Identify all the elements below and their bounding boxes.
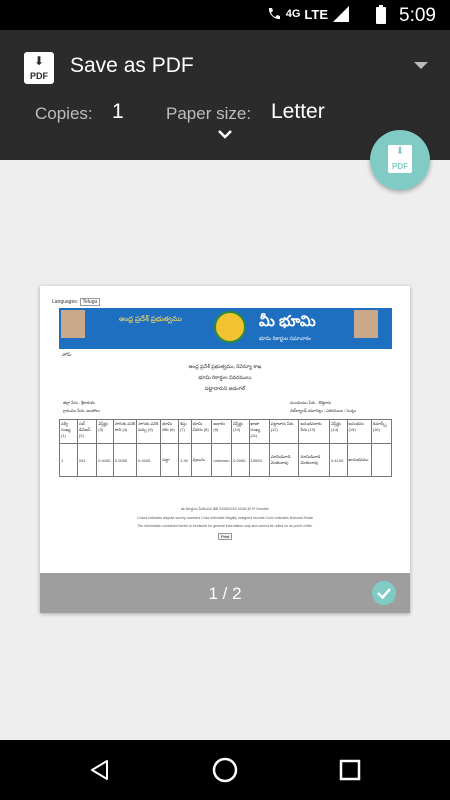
color-legend-text: Colors indicates dispute survey numbers Color indicates illegally unsigned records Color indicates Notional Khata	[137, 516, 313, 520]
units-info: వెబ్‌ల్యాండ్ యూనిట్లు : ఎకరములు / సెంట్లు	[290, 408, 356, 413]
table-cell: పట్టా	[161, 444, 179, 477]
state-emblem-icon	[214, 311, 246, 343]
signal-icon	[332, 5, 350, 23]
pdf-file-icon-label: PDF	[30, 71, 48, 81]
table-header-cell: విస్తీర్ణం (10)	[232, 420, 249, 444]
mandal-info: మండలము పేరు : కొత్తూరు	[290, 400, 332, 405]
clock: 5:09	[399, 5, 436, 26]
district-info: జిల్లా పేరు : శ్రీకాకుళం	[63, 400, 95, 405]
table-cell: 0.4100	[137, 444, 161, 477]
copies-input[interactable]: 1	[112, 100, 124, 123]
table-cell: ఖానుభవము	[347, 444, 371, 477]
table-cell: 10093	[249, 444, 269, 477]
printer-select[interactable]: Save as PDF	[70, 54, 194, 77]
portrait-image-2	[354, 310, 378, 338]
expand-options-icon[interactable]	[216, 128, 234, 142]
table-row	[60, 444, 392, 477]
copies-label: Copies:	[35, 104, 93, 123]
table-cell: పులుసు	[191, 444, 212, 477]
banner-title: మీ భూమి	[259, 313, 316, 330]
page-preview[interactable]	[40, 286, 410, 613]
table-cell: మామిడివాడి వెంకటరావు	[269, 444, 299, 477]
battery-icon	[376, 7, 386, 24]
phone-wifi-icon	[266, 6, 282, 22]
table-cell: unknown	[212, 444, 232, 477]
table-header-cell: విస్తీర్ణం (3)	[97, 420, 114, 444]
table-header-cell: ఖాతా సంఖ్య (11)	[249, 420, 269, 444]
table-cell: 0.4100	[330, 444, 347, 477]
chevron-down-icon[interactable]	[414, 62, 428, 69]
village-info: గ్రామము పేరు: అంపోలు	[63, 408, 100, 413]
table-header-cell: రిమార్క్స్ (16)	[371, 420, 391, 444]
download-pdf-button[interactable]	[370, 130, 430, 190]
fab-label: PDF	[392, 162, 408, 171]
table-cell: 1.30	[179, 444, 192, 477]
table-header-cell: సర్వే సంఖ్య (1)	[60, 420, 78, 444]
recent-apps-icon[interactable]	[339, 759, 361, 781]
doc-heading-3: పట్టాదారుని అడంగల్	[204, 386, 246, 392]
language-selector: Languages: Telugu	[52, 298, 100, 306]
table-header-cell: సాగుకు పనికి వచ్చు (5)	[137, 420, 161, 444]
page-selection-bar[interactable]	[40, 573, 410, 613]
table-cell: 0.4100	[97, 444, 114, 477]
back-icon[interactable]	[88, 758, 112, 782]
table-header-cell: సబ్ డివిజన్ (2)	[77, 420, 96, 444]
table-cell: 241	[77, 444, 96, 477]
table-cell: మామిడివాడి వెంకటరావు	[299, 444, 330, 477]
status-icons	[266, 5, 350, 23]
language-select: Telugu	[80, 298, 101, 306]
pdf-file-icon: ⬇ PDF	[24, 52, 54, 84]
table-header-cell: శిస్తు (7)	[179, 420, 192, 444]
banner-subtitle: భూమి రికార్డుల సమాచారం	[259, 336, 311, 342]
table-header-cell: విస్తీర్ణం (14)	[330, 420, 347, 444]
print-button-preview: Print	[218, 533, 232, 540]
disclaimer-text: The information contained herein is furnished for general information only and cannot be relied on as proof of title.	[137, 524, 313, 528]
table-header-cell: ఆధారం (9)	[212, 420, 232, 444]
meebhoomi-banner	[59, 308, 392, 349]
table-header-cell: భూమి వివరం (8)	[191, 420, 212, 444]
table-cell	[371, 444, 391, 477]
record-date-text: ఈ రికార్డులు సేకరించిన తేదీ 24/06/2018 16:56:30 IP Number	[181, 507, 269, 511]
pdf-download-icon: ⬇ PDF	[388, 145, 412, 173]
table-header-cell: అనుభవదారు పేరు (13)	[299, 420, 330, 444]
adangal-table	[59, 419, 392, 477]
lte-indicator: LTE	[304, 6, 328, 22]
doc-heading-2: భూమి రికార్డుల వివరములు	[198, 375, 252, 381]
table-header-row	[60, 420, 392, 444]
table-header-cell: పట్టాదారు పేరు (12)	[269, 420, 299, 444]
status-bar	[0, 0, 450, 30]
home-icon[interactable]	[212, 757, 238, 783]
network-type: 4G	[285, 8, 301, 20]
navigation-bar	[0, 740, 450, 800]
banner-left-text: ఆంధ్ర ప్రదేశ్ ప్రభుత్వము	[119, 316, 182, 323]
table-cell: 1	[60, 444, 78, 477]
table-header-cell: భూమి రకం (6)	[161, 420, 179, 444]
page-indicator: 1 / 2	[208, 584, 242, 603]
table-header-cell: సాగుకు పనికి రాని (4)	[113, 420, 136, 444]
doc-heading-1: ఆంధ్ర ప్రదేశ్ ప్రభుత్వము, రెవెన్యూ శాఖ	[188, 364, 262, 370]
home-link: హోమ్	[62, 352, 72, 357]
portrait-image	[61, 310, 85, 338]
table-cell: 0.0000	[232, 444, 249, 477]
paper-size-label: Paper size:	[166, 104, 252, 123]
table-header-cell: అనుభవం (15)	[347, 420, 371, 444]
page-selected-check-icon[interactable]	[372, 581, 396, 605]
paper-size-select[interactable]: Letter	[271, 100, 325, 123]
table-cell: 0.0000	[113, 444, 136, 477]
